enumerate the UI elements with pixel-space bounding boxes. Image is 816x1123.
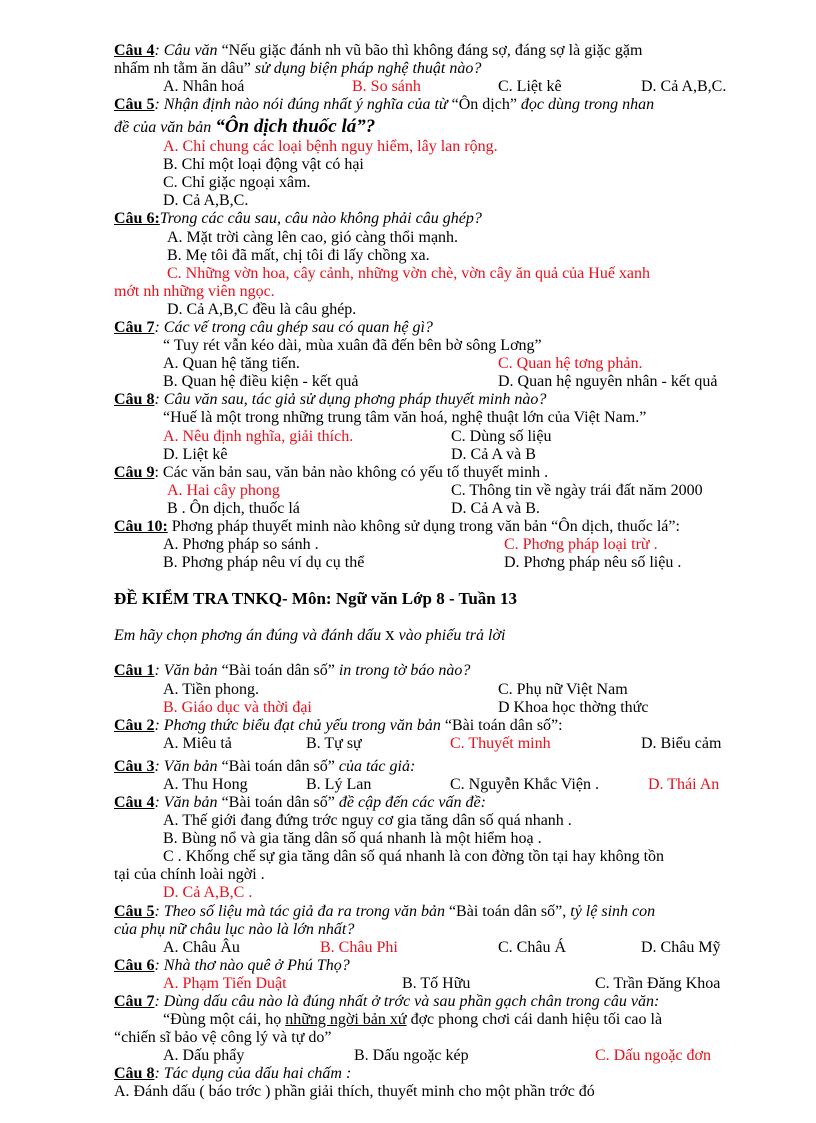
q5-option-b: B. Chỉ một loại động vật có hại <box>163 156 364 173</box>
p2-q5-text-c: tỷ lệ sinh con <box>566 903 656 920</box>
p2-q2-text-b: “Bài toán dân số”: <box>444 717 563 734</box>
q7-stem <box>114 319 433 337</box>
q4-option-a: A. Nhân hoá <box>163 78 245 95</box>
p2-q1-text-a: : Văn bản <box>154 662 222 679</box>
q7-text: : Các vế trong câu ghép sau có quan hệ gì? <box>154 319 433 336</box>
p2-q2-option-b: B. Tự sự <box>306 735 362 752</box>
q9-option-d: D. Cả A và B. <box>451 500 540 517</box>
p2-q4-text-c: đề cập đến các vấn đề: <box>334 794 486 811</box>
p2-q5-label: Câu 5 <box>114 903 155 920</box>
q5-text-b: “Ôn dịch” <box>451 96 517 113</box>
p2-q1-stem <box>114 662 470 680</box>
q5-option-a-answer: A. Chỉ chung các loại bệnh nguy hiểm, lây lan rộng. <box>163 138 498 155</box>
q4-quote-end: nhấm nh tằm ăn dâu” <box>114 60 251 77</box>
instructions <box>114 626 505 645</box>
p2-q3-text-a: : Văn bản <box>154 758 222 775</box>
p2-q3-label: Câu 3 <box>114 758 155 775</box>
q6-label: Câu 6: <box>114 210 160 227</box>
p2-q6-option-c: C. Trần Đăng Khoa <box>595 975 721 992</box>
q6-text: Trong các câu sau, câu nào không phải câu ghép? <box>159 210 482 227</box>
p2-q2-label: Câu 2 <box>114 717 155 734</box>
q6-option-d: D. Cả A,B,C đều là câu ghép. <box>167 301 357 318</box>
p2-q3-option-a: A. Thu Hong <box>163 776 248 793</box>
q5-stem-line2 <box>114 118 375 137</box>
q8-label: Câu 8 <box>114 391 155 408</box>
p2-q3-text-b: “Bài toán dân số” <box>221 758 335 775</box>
q5-text-c: đọc dùng trong nhan <box>516 96 655 113</box>
q10-text: Phơng pháp thuyết minh nào không sử dụng trong văn bản “Ôn dịch, thuốc lá”: <box>167 518 680 535</box>
p2-q5-option-b-answer: B. Châu Phi <box>320 939 398 956</box>
p2-q4-label: Câu 4 <box>114 794 155 811</box>
q9-label: Câu 9 <box>114 464 155 481</box>
p2-q5-option-d: D. Châu Mỹ <box>641 939 721 956</box>
p2-q3-option-d-answer: D. Thái An <box>648 776 720 793</box>
p2-q3-stem <box>114 758 415 776</box>
q4-stem <box>114 42 642 60</box>
p2-q1-label: Câu 1 <box>114 662 155 679</box>
p2-q3-text-c: của tác giả: <box>334 758 416 775</box>
p2-q5-text-b: “Bài toán dân số”, <box>448 903 567 920</box>
p2-q2-option-c-answer: C. Thuyết minh <box>450 735 551 752</box>
q5-option-d: D. Cả A,B,C. <box>163 192 249 209</box>
q8-option-d: D. Cả A và B <box>451 446 536 463</box>
q4-option-d: D. Cả A,B,C. <box>641 78 727 95</box>
p2-q1-text-c: in trong tờ báo nào? <box>334 662 471 679</box>
q10-option-a: A. Phơng pháp so sánh . <box>163 536 319 553</box>
p2-q2-option-a: A. Miêu tả <box>163 735 232 752</box>
q5-label: Câu 5 <box>114 96 155 113</box>
q7-label: Câu 7 <box>114 319 155 336</box>
q9-text: : Các văn bản sau, văn bản nào không có yếu tố thuyết minh . <box>154 464 549 481</box>
p2-q6-text: : Nhà thơ nào quê ở Phú Thọ? <box>154 957 350 974</box>
q10-option-c-answer: C. Phơng pháp loại trừ . <box>504 536 658 553</box>
p2-q5-option-a: A. Châu Âu <box>163 939 240 956</box>
q9-stem <box>114 464 548 482</box>
q6-option-c-answer-cont: mớt nh những viên ngọc. <box>114 283 275 300</box>
q4-quote: “Nếu giặc đánh nh vũ bão thì không đáng sợ, đáng sợ là giặc gặm <box>221 42 643 59</box>
test-title: ĐỀ KIỂM TRA TNKQ- Môn: Ngữ văn Lớp 8 - Tuần 13 <box>114 589 517 608</box>
q10-option-b: B. Phơng pháp nêu ví dụ cụ thể <box>163 554 365 571</box>
p2-q4-text-a: : Văn bản <box>154 794 222 811</box>
q4-option-b-answer: B. So sánh <box>352 78 421 95</box>
q5-stem <box>114 96 654 114</box>
p2-q1-text-b: “Bài toán dân số” <box>221 662 335 679</box>
p2-q8-stem <box>114 1065 351 1083</box>
p2-q8-option-a: A. Đánh dấu ( báo trớc ) phần giải thích, thuyết minh cho một phần trớc đó <box>114 1083 595 1100</box>
p2-q7-quote-a: “Đùng một cái, họ <box>163 1011 286 1028</box>
instruction-text: Em hãy chọn phơng án đúng và đánh dấu <box>114 627 386 644</box>
p2-q7-underlined: những ngời bản xứ <box>285 1011 407 1028</box>
q9-option-c: C. Thông tin về ngày trái đất năm 2000 <box>451 482 703 499</box>
p2-q6-stem <box>114 957 350 975</box>
p2-q5-stem-line2: của phụ nữ châu lục nào là lớn nhất? <box>114 921 355 938</box>
q7-quote: “ Tuy rét vẫn kéo dài, mùa xuân đã đến bên bờ sông Lơng” <box>163 337 542 354</box>
q6-stem <box>114 210 482 228</box>
p2-q7-text: : Dùng dấu câu nào là đúng nhất ở trớc và sau phần gạch chân trong câu văn: <box>154 993 660 1010</box>
p2-q2-stem <box>114 717 563 735</box>
p2-q7-quote-b: đợc phong chơi cái danh hiệu tối cao là <box>406 1011 663 1028</box>
q9-option-b: B . Ôn dịch, thuốc lá <box>167 500 300 517</box>
q5-text-a: : Nhận định nào nói đúng nhất ý nghĩa của từ <box>154 96 452 113</box>
q7-option-b: B. Quan hệ điều kiện - kết quả <box>163 373 359 390</box>
q10-option-d: D. Phơng pháp nêu số liệu . <box>504 554 682 571</box>
p2-q6-label: Câu 6 <box>114 957 155 974</box>
q5-text-d: đề của văn bản <box>114 119 216 136</box>
q7-option-c-answer: C. Quan hệ tơng phản. <box>498 355 643 372</box>
p2-q4-option-d-answer: D. Cả A,B,C . <box>163 884 253 901</box>
q4-prefix: : Câu văn <box>154 42 222 59</box>
q6-option-b: B. Mẹ tôi đã mất, chị tôi đi lấy chồng xa. <box>167 247 430 264</box>
p2-q7-option-b: B. Dấu ngoặc kép <box>354 1047 469 1064</box>
q8-option-c: C. Dùng số liệu <box>451 428 552 445</box>
mark-x: x <box>385 624 395 645</box>
p2-q1-option-c: C. Phụ nữ Việt Nam <box>498 681 628 698</box>
p2-q3-option-b: B. Lý Lan <box>306 776 372 793</box>
p2-q3-option-c: C. Nguyễn Khắc Viện . <box>450 776 599 793</box>
p2-q4-stem <box>114 794 486 812</box>
p2-q6-option-a-answer: A. Phạm Tiến Duật <box>163 975 287 992</box>
q10-stem <box>114 518 680 536</box>
p2-q4-option-c-cont: tại của chính loài ngời . <box>114 866 265 883</box>
p2-q8-text: : Tác dụng của dấu hai chấm : <box>154 1065 352 1082</box>
p2-q5-option-c: C. Châu Á <box>498 939 566 956</box>
p2-q1-option-b-answer: B. Giáo dục và thời đại <box>163 699 312 716</box>
q6-option-c-answer: C. Những vờn hoa, cây cảnh, những vờn chè, vờn cây ăn quả của Huế xanh <box>167 265 651 282</box>
p2-q4-text-b: “Bài toán dân số” <box>221 794 335 811</box>
p2-q1-option-d: D Khoa học thờng thức <box>498 699 649 716</box>
q8-quote: “Huế là một trong những trung tâm văn hoá, nghệ thuật lớn của Việt Nam.” <box>163 409 647 426</box>
p2-q7-stem <box>114 993 659 1011</box>
q9-option-a-answer: A. Hai cây phong <box>167 482 280 499</box>
p2-q4-option-b: B. Bùng nổ và gia tăng dân số quá nhanh là một hiểm hoạ . <box>163 830 542 847</box>
q10-label: Câu 10: <box>114 518 168 535</box>
p2-q5-text-a: : Theo số liệu mà tác giả đa ra trong văn bản <box>154 903 449 920</box>
q8-option-a-answer: A. Nêu định nghĩa, giải thích. <box>163 428 354 445</box>
q5-title-ref: “Ôn dịch thuốc lá”? <box>215 116 376 137</box>
q8-text: : Câu văn sau, tác giả sử dụng phơng pháp thuyết minh nào? <box>154 391 547 408</box>
p2-q5-stem <box>114 903 655 921</box>
p2-q2-option-d: D. Biểu cảm <box>641 735 722 752</box>
p2-q8-label: Câu 8 <box>114 1065 155 1082</box>
q8-option-d-list: D. Liệt kê <box>163 446 228 463</box>
q7-option-d: D. Quan hệ nguyên nhân - kết quả <box>498 373 718 390</box>
p2-q4-option-c: C . Khống chế sự gia tăng dân số quá nhanh là con đờng tồn tại hay không tồn <box>163 848 665 865</box>
q4-label: Câu 4 <box>114 42 155 59</box>
p2-q4-option-a: A. Thế giới đang đứng trớc nguy cơ gia tăng dân số quá nhanh . <box>163 812 572 829</box>
instruction-text-end: vào phiếu trả lời <box>394 627 506 644</box>
q4-stem-line2 <box>114 60 481 78</box>
q4-question: sử dụng biện pháp nghệ thuật nào? <box>250 60 482 77</box>
p2-q7-quote-line2: “chiến sĩ bảo vệ công lý và tự do” <box>114 1029 332 1046</box>
p2-q2-text-a: : Phơng thức biểu đạt chủ yếu trong văn bản <box>154 717 445 734</box>
p2-q7-option-c-answer: C. Dấu ngoặc đơn <box>595 1047 711 1064</box>
q5-option-c: C. Chỉ giặc ngoại xâm. <box>163 174 311 191</box>
q6-option-a: A. Mặt trời càng lên cao, gió càng thổi mạnh. <box>167 229 459 246</box>
p2-q7-quote <box>163 1011 662 1029</box>
q8-stem <box>114 391 546 409</box>
p2-q7-option-a: A. Dấu phẩy <box>163 1047 245 1064</box>
q4-option-c: C. Liệt kê <box>498 78 562 95</box>
q7-option-a: A. Quan hệ tăng tiến. <box>163 355 300 372</box>
p2-q6-option-b: B. Tố Hữu <box>402 975 471 992</box>
p2-q1-option-a: A. Tiền phong. <box>163 681 260 698</box>
p2-q7-label: Câu 7 <box>114 993 155 1010</box>
